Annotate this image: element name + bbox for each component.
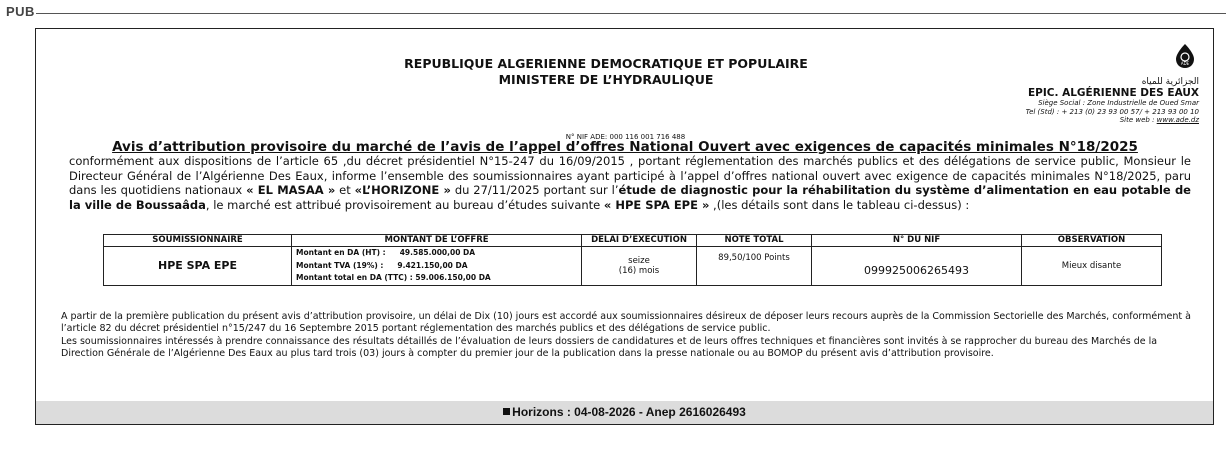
body-newspaper-1: « EL MASAA » [246,183,336,197]
siege-social: Siège Social : Zone Industrielle de Oued Smar [1038,99,1199,107]
company-name: EPIC. ALGÉRIENNE DES EAUX [1027,87,1199,99]
recours-paragraph: A partir de la première publication du présent avis d’attribution provisoire, un délai de Dix (10) jours est accordé aux soumissionnaires désireux de déposer leurs recours auprès de la Commission Sectorielle des Marchés, conformément à l’article 82 du décret présidentiel n°15/247 du 16 Septembre 2015 portant réglementation des marchés publics et des délégations de service public. [61,311,1191,335]
montant-ttc: Montant total en DA (TTC) : 59.006.150,00 DA [296,273,491,282]
footer-paragraph [61,311,1193,360]
body-text-5: ,(les détails sont dans le tableau ci-dessus) : [709,197,970,212]
delai-words: seize [628,255,650,266]
montant-tva-label: Montant TVA (19%) : [296,260,384,270]
body-text-2: et [335,183,355,197]
body-project-title: étude de diagnostic pour la réhabilitation du système d’alimentation en eau potable de la ville de Boussaâda [69,183,1191,212]
publication-reference: Horizons : 04-08-2026 - Anep 2616026493 [512,405,746,419]
square-bullet-icon [503,408,510,415]
table-header: SOUMISSIONNAIRE [104,235,292,247]
montant-ht-value: 49.585.000,00 DA [399,248,476,257]
table-header: DELAI D’EXECUTION [582,235,697,247]
cell-observation: Mieux disante [1022,247,1162,286]
montant-tva [296,260,577,273]
body-winner-name: « HPE SPA EPE » [603,197,710,212]
ade-logo-icon [1172,43,1198,69]
body-paragraph [69,154,1191,212]
body-text-3: du 27/11/2025 portant sur l’ [450,183,619,197]
cell-nif: 099925006265493 [812,247,1022,286]
pub-label: PUB [6,4,35,19]
delai-months: (16) mois [618,265,660,276]
table-header: NOTE TOTAL [697,235,812,247]
publication-footer [36,401,1213,424]
notice-header [326,56,886,88]
nif-line: N° NIF ADE: 000 116 001 716 488 [565,133,686,141]
ade-logo-block [929,43,1199,125]
award-table [103,234,1162,286]
telephone: Tel (Std) : + 213 (0) 23 93 00 57/ + 213 93 00 10 [1025,107,1199,116]
montant-ht [296,247,577,260]
cell-montant [292,247,582,286]
header-republique: REPUBLIQUE ALGERIENNE DEMOCRATIQUE ET POPULAIRE [404,56,808,71]
site-web [929,116,1199,125]
header-ministere: MINISTERE DE L’HYDRAULIQUE [498,72,714,87]
table-header-row [104,235,1162,247]
table-header: OBSERVATION [1022,235,1162,247]
montant-tva-value: 9.421.150,00 DA [397,260,468,270]
pub-divider [36,13,1226,14]
cell-note: 89,50/100 Points [697,247,812,286]
avis-title: Avis d’attribution provisoire du marché de l’avis de l’appel d’offres National Ouvert avec exigences de capacités minimales N°18/2025 [112,139,1138,155]
site-web-label: Site web : [1119,116,1157,124]
notice-frame [35,28,1214,425]
table-header: MONTANT DE L’OFFRE [292,235,582,247]
table-header: N° DU NIF [812,235,1022,247]
body-text-4: , le marché est attribué provisoirement au bureau d’études suivante [205,197,604,212]
svg-text:ADE: ADE [1180,61,1190,66]
site-web-link[interactable]: www.ade.dz [1156,116,1199,124]
body-text-1: conformément aux dispositions de l’article 65 ,du décret présidentiel N°15-247 du 16/09/2015 , portant réglementation des marchés publics et des délégations de service public, Monsieur le Directeur Général de l’Algérienne Des Eaux, informe l’ensemble des soumissionnaires ayant participé à l’appel d’offres national ouvert avec exigence de capacités minimales N°18/2025, paru dans les quotidiens nationaux [69,154,1191,197]
cell-soumissionnaire: HPE SPA EPE [104,247,292,286]
cell-delai [582,247,697,286]
montant-ht-label: Montant en DA (HT) : [296,248,386,257]
body-newspaper-2: «L’HORIZONE » [354,183,451,197]
arabic-company-name: الجزائرية للمياه [1141,76,1199,87]
table-row [104,247,1162,286]
consultation-paragraph: Les soumissionnaires intéressés à prendre connaissance des résultats détaillés de l’évaluation de leurs dossiers de candidatures et de leurs offres techniques et financières sont invités à se rapprocher du bureau des Marchés de la Direction Générale de l’Algérienne Des Eaux au plus tard trois (03) jours à compter du premier jour de la publication dans la presse nationale ou au BOMOP du présent avis d’attribution provisoire. [61,335,1158,359]
